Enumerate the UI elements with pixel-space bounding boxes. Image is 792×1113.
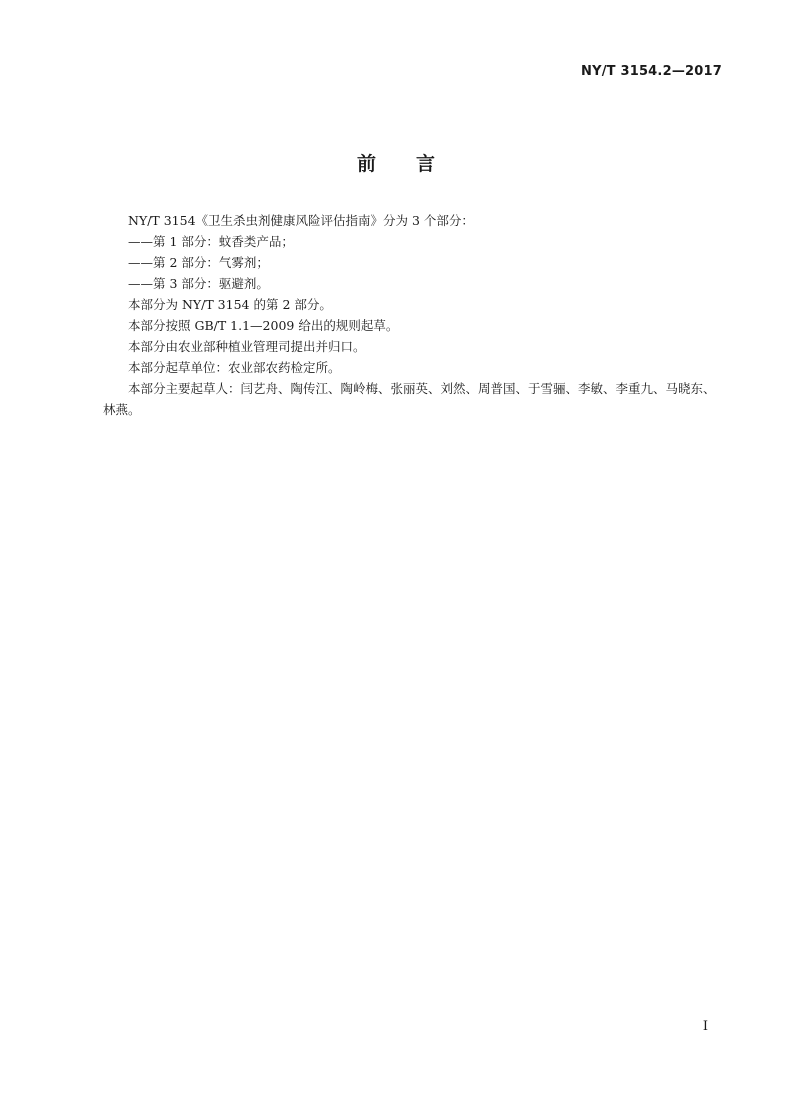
document-code: NY/T 3154.2—2017 [581, 64, 722, 79]
paragraph-structure: NY/T 3154《卫生杀虫剂健康风险评估指南》分为 3 个部分： [128, 213, 474, 228]
paragraph-drafters: 本部分主要起草人：闫艺舟、陶传江、陶岭梅、张丽英、刘然、周普国、于雪骊、李敏、李重九、马晓东、林燕。 [103, 381, 716, 417]
paragraph-this-part: 本部分为 NY/T 3154 的第 2 部分。 [128, 297, 332, 312]
foreword-body [103, 210, 727, 420]
paragraph-drafting-rules: 本部分按照 GB/T 1.1—2009 给出的规则起草。 [128, 318, 399, 333]
title-char-1: 前 [356, 153, 376, 175]
title-char-2: 言 [416, 153, 436, 175]
list-item-part-1: ——第 1 部分：蚊香类产品； [128, 234, 294, 249]
list-item-part-2: ——第 2 部分：气雾剂； [128, 255, 269, 270]
paragraph-drafting-unit: 本部分起草单位：农业部农药检定所。 [128, 360, 341, 375]
page-number: I [702, 1019, 708, 1034]
page-title [0, 149, 792, 176]
paragraph-proposer: 本部分由农业部种植业管理司提出并归口。 [128, 339, 366, 354]
list-item-part-3: ——第 3 部分：驱避剂。 [128, 276, 269, 291]
